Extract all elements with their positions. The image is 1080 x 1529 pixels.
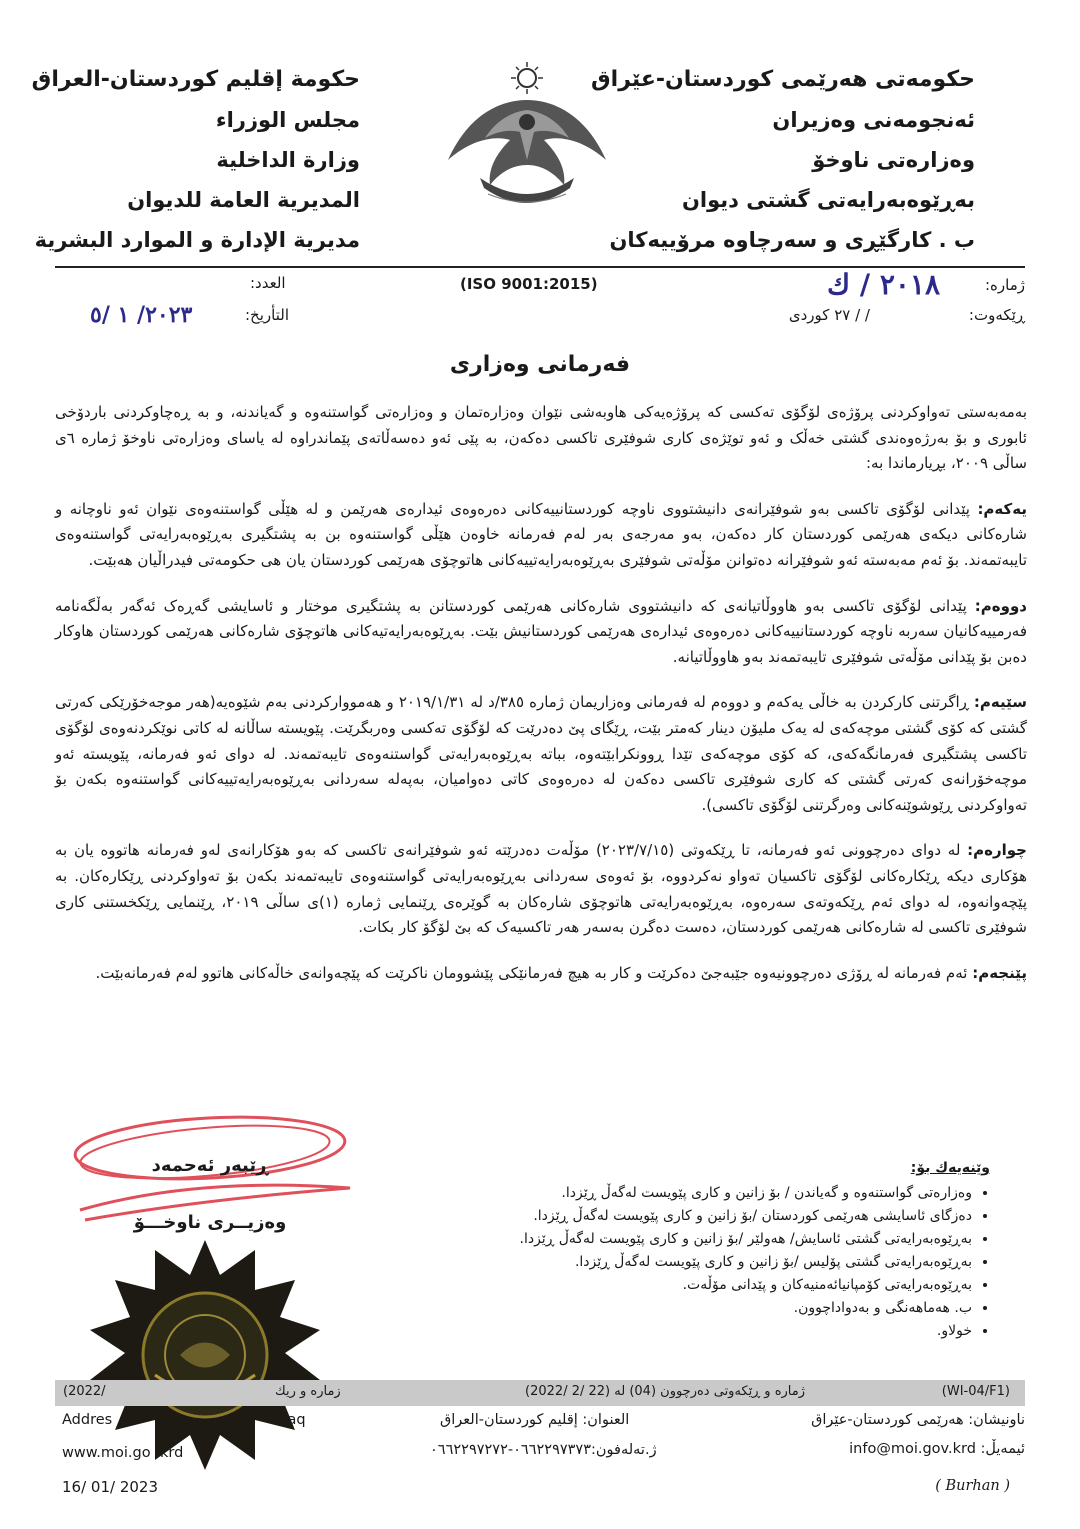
intro-paragraph: بەمەبەستی تەواوکردنی پرۆژەی لۆگۆی تەکسی کە پرۆژەیەکی هاوبەشی نێوان وەزارەتمان و وەزارەتی گواستنەوە و گەیاندنە، و بە ڕەچاوکردنی باردۆخی ئابوری و بۆ بەرژەوەندی گشتی خەڵک و ئەو توێژەی کاری شوفێری تاکسی دەکەن، بە پێی ئەو دەسەڵاتەی پێماندراوە لە یاسای وەزارەتی ناوخۆ ژمارە ٦ی ساڵی ٢٠٠٩، بڕیارماندا بە: — [55, 403, 1027, 473]
date-value-ar: ٢٠٢٣/ ١ /٥ — [90, 302, 193, 328]
header-kurdish-line: وەزارەتی ناوخۆ — [812, 148, 975, 172]
stamp-date: 16/ 01/ 2023 — [62, 1478, 158, 1496]
official-seal-icon — [85, 1235, 325, 1475]
kurdistan-emblem-icon — [440, 60, 615, 210]
address-en-tail: -Iraq — [272, 1412, 306, 1428]
clause-paragraph — [55, 838, 1027, 940]
number-label-ar: العدد: — [250, 274, 286, 292]
signatory-name: ڕێبەر ئەحمەد — [151, 1155, 269, 1176]
header-arabic-line: المديرية العامة للديوان — [127, 188, 360, 212]
clause-text: پێدانی لۆگۆی تاکسی بەو هاووڵاتیانەی کە دانیشتووی شارەکانی هەرێمی کوردستانن بە پشتگیری موختار و ئاسایشی گەڕەک ئەگەر بەڵگەنامە فەرمییەکانیان سەربە ناوچە کوردستانییەکانی دەرەوەی ئیدارەی هەرێمی کوردستانیش بێت. بەڕێوەبەرایەتیەکانی هاتوچۆی شارەکانی هەرێمی کوردستان هاوکار دەبن بۆ پێدانی مۆڵەتی شوفێری تایبەتمەند بەو هاووڵاتیانە. — [55, 596, 1027, 666]
cc-item: • خولاو. — [490, 1320, 972, 1343]
address-en: Addres — [62, 1412, 113, 1428]
cc-item: • وەزارەتی گواستنەوە و گەیاندن / بۆ زانین و کاری پێویست لەگەڵ ڕێزدا. — [490, 1182, 972, 1205]
date-label-ku: ڕێکەوت: — [968, 306, 1025, 324]
header-arabic-line: حكومة إقليم كوردستان-العراق — [31, 67, 360, 92]
header-arabic — [31, 60, 360, 260]
clause-text: لە دوای دەرچوونی ئەو فەرمانە، تا ڕێکەوتی (٢٠٢٣/٧/١٥) مۆڵەت دەدرێتە ئەو شوفێرانەی تاکسی کە بەو هۆکارانەی لەو فەرمانە هاتووە یان بە هۆکاری دیکە ڕێکارەکانی لۆگۆی تاکسیان تەواو نەکردووە، بۆ ئەوەی سەردانی بەڕێوەبەرایەتی گواستنەوەی تایبەتمەند بکەن بۆ تەواوکردنی ڕێکارەکان. بە پێچەوانەوە، لە دوای ئەم ڕێکەوتەی سەرەوە، بەڕێوەبەرایەتی هاتوچۆی شارەکان بە گوێرەی ڕێنمایی ژمارە (١)ی ساڵی ٢٠١٩، ڕێنمایی ڕێکخستنی کاری شوفێری تاکسی لە شارەکانی هەرێمی کوردستان، دەست دەگرن بەسەر هەر تاکسیەک کە بێ لۆگۆ کار بکات. — [55, 841, 1028, 937]
website-tail: krd — [160, 1445, 184, 1461]
signatory-title: وەزیــری ناوخـــۆ — [133, 1212, 287, 1233]
document-body — [55, 400, 1027, 1006]
header-kurdish-line: ب . کارگێڕی و سەرچاوە مرۆییەکان — [609, 228, 975, 252]
cc-item: • بەڕێوەبەرایەتی گشتی ئاسایش/ هەولێر /بۆ زانین و کاری پێویست لەگەڵ ڕێزدا. — [490, 1228, 972, 1251]
address-ar: العنوان: إقليم كوردستان-العراق — [440, 1412, 630, 1428]
number-value: ٢٠١٨ / ك — [827, 268, 940, 301]
scribe-initials: ( Burhan ) — [935, 1478, 1010, 1494]
header-arabic-line: مديرية الإدارة و الموارد البشرية — [34, 228, 360, 252]
header-kurdish-line: حکومەتی هەرێمی کوردستان-عێراق — [590, 67, 975, 92]
issue-year: (2022/ — [63, 1384, 106, 1399]
phone-number: ژ.تەلەفون:٠٦٦٢٢٩٧٣٧٣-٠٦٦٢٢٩٧٢٧٢ — [430, 1442, 657, 1458]
clause-paragraph — [55, 594, 1027, 671]
document-title: فەرمانی وەزاری — [449, 352, 631, 377]
number-label: ژمارە: — [984, 276, 1025, 294]
cc-item: • بەڕێوەبەرایەتی گشتی پۆلیس /بۆ زانین و کاری پێویست لەگەڵ ڕێزدا. — [490, 1251, 972, 1274]
clause-paragraph — [55, 497, 1027, 574]
date-value-ku: / / ٢٧ کوردی — [788, 306, 870, 324]
clause-text: پێدانی لۆگۆی تاکسی بەو شوفێرانەی دانیشتووی ناوچە کوردستانییەکانی دەرەوەی ئیدارەی هەرێمن و لە هێڵی گواستنەوەی نێوان ئەو ناوچانە و شارەکانی دیکەی هەرێمی کوردستان کار دەکەن، بەو مەرجەی بەر لەم فەرمانە خاوەن هێڵی گواستنەوە بن بە پشتگیری بەڕێوەبەرایەتی گواستنەوەی تایبەتمەند. بۆ ئەم مەبەستە ئەو شوفێرانە دەتوانن مۆڵەتی شوفێری بەڕێوەبەرایەتییەکانی هاتوچۆی هەرێمی کوردستان یان هی حکومەتی فیدراڵیان هەبێت. — [55, 499, 1027, 569]
header-kurdish-line: ئەنجومەنی وەزیران — [772, 108, 975, 132]
form-code: (WI-04/F1) — [941, 1384, 1010, 1399]
clause-text: ڕاگرتنی کارکردن بە خاڵی یەکەم و دووەم لە فەرمانی وەزاریمان ژمارە ٣٨٥/د لە ٢٠١٩/١/٣١ و هەمووارکردنی بەم شێوەیە(هەر موجەخۆرێکی کەرتی گشتی کە کۆی گشتی موچەکەی لە یەک ملیۆن دینار کەمتر بێت، ڕێگای پێ دەدرێت کە لۆگۆی تەکسی وەربگرێت. پێویستە ساڵانە لە کاتی نوێکردنەوەی لۆگۆی تاکسی پشتگیری فەرمانگەکەی، کە کۆی موچەکەی تێدا ڕوونکرابێتەوە، بباتە بەڕێوەبەرایەتی گواستنەوەی تایبەتمەند. لە دوای ئەو فەرمانە، پێویستە ئەو موچەخۆرانەی کەرتی گشتی کە کاری شوفێری تاکسی دەکەن لە دەرەوەی کاتی دەوامیان، بەپەلە سەردانی بەڕێوەبەرایەتییەکانی گواستنەوە بکەن بۆ تەواوکردنی ڕێوشوێنەکانی وەرگرتنی لۆگۆی تاکسی). — [55, 693, 1027, 814]
date-label-ar: التأريخ: — [245, 306, 289, 324]
issue-number-ar: زمارە و ريك — [275, 1384, 341, 1399]
header-arabic-line: مجلس الوزراء — [215, 108, 360, 132]
clause-label: یەکەم: — [977, 499, 1027, 518]
clause-text: ئەم فەرمانە لە ڕۆژی دەرچوونیەوە جێبەجێ دەکرێت و کار بە هیچ فەرمانێکی پێشوومان ناکرێت کە پێچەوانەی خاڵەکانی هاتوو لەم فەرمانەبێت. — [95, 963, 968, 982]
clause-label: چوارەم: — [967, 841, 1027, 860]
header-kurdish — [590, 60, 975, 260]
cc-list — [490, 1160, 990, 1343]
cc-item: • ب. هەماهەنگی و بەدواداچوون. — [490, 1297, 972, 1320]
clause-label: پێنجەم: — [972, 963, 1027, 982]
header-kurdish-line: بەڕێوەبەرایەتی گشتی دیوان — [681, 188, 975, 212]
footer-bar — [55, 1380, 1025, 1406]
header-arabic-line: وزارة الداخلية — [216, 148, 360, 172]
cc-item: • بەڕێوەبەرایەتی کۆمپانیائەمنیەکان و پێدانی مۆڵەت. — [490, 1274, 972, 1297]
issue-number-ku: ژمارە و ڕێکەوتی دەرچوون (04) لە (22 /2 /2022) — [525, 1384, 805, 1399]
cc-title: وێنەیەك بۆ: — [910, 1160, 990, 1176]
website: www.moi.go — [62, 1445, 151, 1461]
address-ku: ناونیشان: هەرێمی کوردستان-عێراق — [811, 1412, 1025, 1428]
clause-label: سێیەم: — [973, 693, 1027, 712]
clause-paragraph — [55, 690, 1027, 818]
clause-label: دووەم: — [974, 596, 1027, 615]
clause-paragraph — [55, 961, 1027, 987]
iso-label: (ISO 9001:2015) — [460, 275, 598, 293]
email-address: info@moi.gov.krd :ئیمەیڵ — [849, 1441, 1025, 1457]
cc-item: • دەزگای ئاسایشی هەرێمی کوردستان /بۆ زانین و کاری پێویست لەگەڵ ڕێزدا. — [490, 1205, 972, 1228]
